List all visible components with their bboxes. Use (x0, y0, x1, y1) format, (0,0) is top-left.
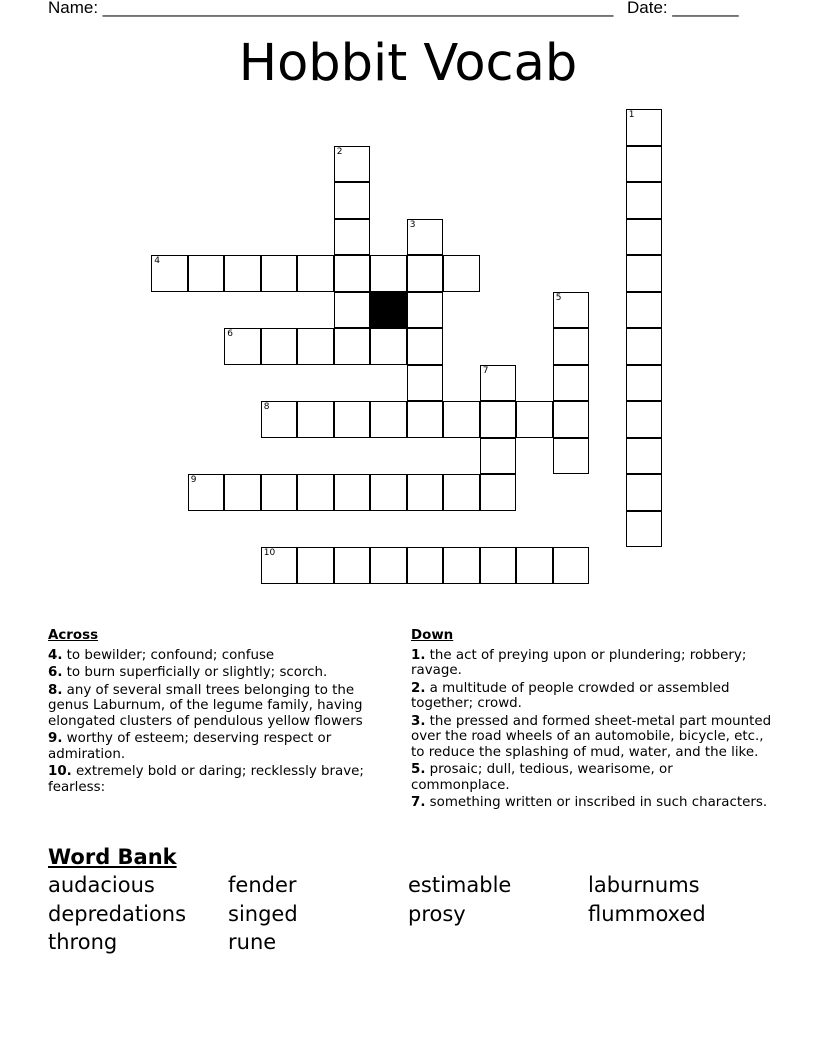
crossword-cell[interactable] (553, 438, 590, 475)
word-bank-word: prosy (408, 902, 466, 926)
clue-text: the act of preying upon or plundering; robbery; ravage. (411, 647, 747, 678)
crossword-cell[interactable] (626, 109, 663, 146)
crossword-cell[interactable] (407, 328, 444, 365)
crossword-cell[interactable] (626, 365, 663, 402)
crossword-cell[interactable] (553, 365, 590, 402)
crossword-cell[interactable] (480, 365, 517, 402)
name-field-label: Name: ______________________________________________________ (48, 0, 614, 17)
crossword-cell[interactable] (626, 474, 663, 511)
cell-number: 1 (628, 110, 635, 121)
crossword-cell[interactable] (553, 292, 590, 329)
crossword-cell[interactable] (297, 401, 334, 438)
crossword-cell[interactable] (188, 474, 225, 511)
crossword-cell[interactable] (188, 255, 225, 292)
across-clue (48, 665, 378, 681)
crossword-cell[interactable] (334, 219, 371, 256)
clue-number: 10. (48, 764, 72, 779)
crossword-cell[interactable] (516, 547, 553, 584)
crossword-cell[interactable] (297, 328, 334, 365)
cell-number: 10 (263, 548, 276, 559)
clue-number: 8. (48, 682, 63, 698)
crossword-cell[interactable] (334, 255, 371, 292)
clue-text: worthy of esteem; deserving respect or admiration. (48, 731, 332, 762)
crossword-cell[interactable] (261, 474, 298, 511)
crossword-cell[interactable] (370, 401, 407, 438)
clue-text: to burn superficially or slightly; scorch. (66, 665, 328, 680)
date-field-label: Date: _______ (627, 0, 739, 17)
crossword-cell[interactable] (297, 474, 334, 511)
crossword-cell[interactable] (443, 255, 480, 292)
crossword-cell[interactable] (407, 401, 444, 438)
word-bank-word: singed (228, 902, 298, 926)
clue-number: 7. (411, 795, 426, 810)
crossword-cell[interactable] (261, 328, 298, 365)
crossword-cell[interactable] (407, 292, 444, 329)
clue-number: 2. (411, 680, 426, 696)
down-clue (411, 795, 773, 811)
crossword-cell[interactable] (224, 474, 261, 511)
crossword-cell[interactable] (480, 547, 517, 584)
down-clue (411, 762, 773, 793)
across-clues (48, 628, 378, 797)
crossword-cell[interactable] (480, 401, 517, 438)
clue-number: 6. (48, 665, 63, 680)
crossword-cell[interactable] (407, 255, 444, 292)
crossword-cell[interactable] (370, 255, 407, 292)
down-clue (411, 714, 773, 761)
clue-text: a multitude of people crowded or assembled together; crowd. (411, 680, 730, 711)
crossword-cell[interactable] (626, 255, 663, 292)
word-bank-word: audacious (48, 873, 155, 897)
crossword-cell[interactable] (151, 255, 188, 292)
crossword-cell[interactable] (407, 365, 444, 402)
clue-number: 3. (411, 713, 426, 729)
crossword-cell[interactable] (261, 547, 298, 584)
clue-text: extremely bold or daring; recklessly brave; fearless: (48, 764, 364, 795)
cell-number: 8 (263, 402, 270, 413)
crossword-cell[interactable] (626, 182, 663, 219)
word-bank-word: depredations (48, 902, 187, 926)
across-clue (48, 648, 378, 664)
crossword-cell[interactable] (261, 255, 298, 292)
crossword-cell[interactable] (261, 401, 298, 438)
word-bank-word: throng (48, 930, 118, 954)
crossword-cell[interactable] (443, 547, 480, 584)
cell-number: 7 (482, 365, 489, 376)
crossword-cell[interactable] (297, 547, 334, 584)
down-clue (411, 648, 773, 679)
word-bank-word: flummoxed (588, 902, 706, 926)
clue-number: 1. (411, 647, 426, 663)
across-heading: Across (48, 628, 99, 643)
down-clues (411, 628, 773, 813)
crossword-cell[interactable] (443, 474, 480, 511)
down-heading: Down (411, 628, 454, 643)
crossword-cell[interactable] (516, 401, 553, 438)
crossword-cell[interactable] (443, 401, 480, 438)
across-clue (48, 764, 378, 795)
word-bank-word: estimable (408, 873, 512, 897)
clue-number: 9. (48, 731, 63, 746)
crossword-cell[interactable] (370, 547, 407, 584)
crossword-cell[interactable] (224, 328, 261, 365)
word-bank-heading: Word Bank (48, 845, 177, 869)
crossword-cell[interactable] (626, 146, 663, 183)
cell-number: 6 (227, 329, 233, 340)
clue-text: prosaic; dull, tedious, wearisome, or commonplace. (411, 762, 673, 793)
crossword-cell[interactable] (480, 438, 517, 475)
crossword-block (370, 292, 407, 329)
crossword-cell[interactable] (553, 328, 590, 365)
word-bank-word: fender (228, 873, 297, 897)
crossword-cell[interactable] (626, 438, 663, 475)
crossword-cell[interactable] (370, 474, 407, 511)
crossword-cell[interactable] (626, 328, 663, 365)
word-bank-word: rune (228, 930, 277, 954)
crossword-cell[interactable] (334, 328, 371, 365)
cell-number: 9 (190, 475, 197, 486)
cell-number: 2 (336, 146, 343, 157)
cell-number: 5 (555, 292, 562, 303)
crossword-cell[interactable] (626, 511, 663, 548)
clue-text: the pressed and formed sheet-metal part mounted over the road wheels of an automobile, bicycle, etc., to reduce the splashing of mud, water, and the like. (411, 713, 772, 760)
crossword-cell[interactable] (553, 547, 590, 584)
crossword-cell[interactable] (334, 547, 371, 584)
crossword-cell[interactable] (626, 401, 663, 438)
word-bank-word: laburnums (588, 873, 700, 897)
crossword-cell[interactable] (334, 474, 371, 511)
across-clue (48, 731, 378, 762)
cell-number: 3 (409, 219, 416, 230)
crossword-cell[interactable] (334, 292, 371, 329)
crossword-cell[interactable] (334, 146, 371, 183)
crossword-cell[interactable] (407, 219, 444, 256)
crossword-cell[interactable] (626, 219, 663, 256)
down-clue (411, 681, 773, 712)
crossword-cell[interactable] (334, 182, 371, 219)
cell-number: 4 (154, 256, 160, 267)
clue-text: any of several small trees belonging to the genus Laburnum, of the legume family, having elongated clusters of pendulous yellow flowers (48, 682, 363, 729)
crossword-cell[interactable] (334, 401, 371, 438)
crossword-cell[interactable] (407, 474, 444, 511)
crossword-cell[interactable] (224, 255, 261, 292)
crossword-cell[interactable] (297, 255, 334, 292)
crossword-cell[interactable] (553, 401, 590, 438)
page-title: Hobbit Vocab (238, 34, 578, 93)
clue-text: something written or inscribed in such characters. (429, 795, 768, 810)
crossword-cell[interactable] (480, 474, 517, 511)
clue-text: to bewilder; confound; confuse (66, 647, 275, 663)
clue-number: 4. (48, 647, 63, 663)
crossword-cell[interactable] (407, 547, 444, 584)
across-clue (48, 683, 378, 730)
crossword-cell[interactable] (626, 292, 663, 329)
crossword-cell[interactable] (370, 328, 407, 365)
clue-number: 5. (411, 762, 426, 777)
